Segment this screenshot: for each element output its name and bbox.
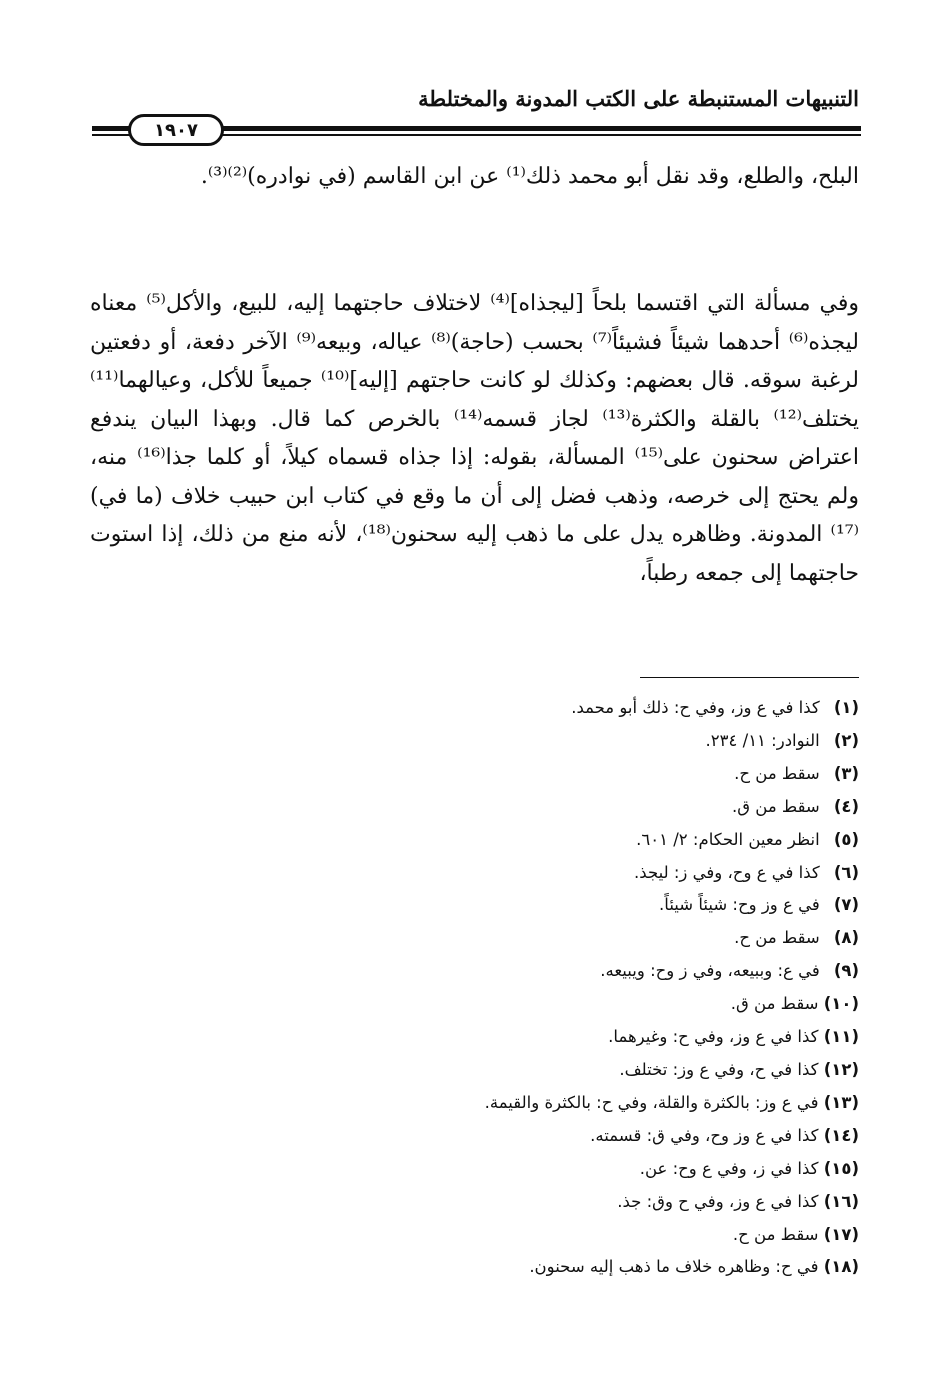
footnote-number: (٥) [833, 829, 859, 849]
footnote [99, 857, 859, 890]
footnote-number: (١٢) [823, 1059, 859, 1079]
footnote-number: (٣) [833, 763, 859, 783]
footnote [99, 725, 859, 758]
footnotes-list [99, 692, 859, 1284]
footnote [99, 1153, 859, 1186]
footnote [99, 1219, 859, 1252]
footnote-text: سقط من ح. [734, 763, 820, 783]
body-paragraph-1: البلح، والطلع، وقد نقل أبو محمد ذلك⁽¹⁾ عن ابن القاسم (في نوادره)⁽²⁾⁽³⁾. [200, 164, 859, 189]
footnote-text: انظر معين الحكام: ٢/ ٦٠١. [636, 829, 820, 849]
footnote-number: (١٤) [823, 1125, 859, 1145]
footnote [99, 692, 859, 725]
footnote-number: (١٨) [823, 1257, 859, 1277]
footnote-number: (١٦) [823, 1191, 859, 1211]
footnote-text: سقط من ح. [734, 928, 820, 948]
footnote [99, 791, 859, 824]
footnote-number: (١٥) [823, 1158, 859, 1178]
page-number-badge [128, 114, 224, 146]
footnote-text: في ع وز وح: شيئاً شيئاً. [659, 895, 820, 915]
footnote-text: كذا في ع وح، وفي ز: ليجذ. [634, 862, 820, 882]
footnote-number: (٦) [833, 862, 859, 882]
footnote-text: كذا في ع وز، وفي ح: وغيرهما. [608, 1027, 819, 1047]
footnote [99, 955, 859, 988]
footnote-text: سقط من ق. [730, 994, 819, 1014]
footnote-text: سقط من ح. [732, 1224, 819, 1244]
footnote [99, 1120, 859, 1153]
footnote-text: كذا في ع وز، وفي ح وق: جذ. [617, 1191, 819, 1211]
footnote [99, 1021, 859, 1054]
footnote [99, 824, 859, 857]
footnote-number: (٤) [833, 796, 859, 816]
footnote-text: كذا في ع وز وح، وفي ق: قسمته. [590, 1125, 819, 1145]
page-number: ١٩٠٧ [154, 119, 198, 141]
footnote [99, 1054, 859, 1087]
footnote-text: كذا في ز، وفي ع وح: عن. [639, 1158, 819, 1178]
footnote [99, 889, 859, 922]
footnote-text: النوادر: ١١/ ٢٣٤. [705, 730, 820, 750]
footnote-number: (١٧) [823, 1224, 859, 1244]
footnote-text: سقط من ق. [731, 796, 820, 816]
running-title: التنبيهات المستنبطة على الكتب المدونة والمختلطة [418, 86, 859, 111]
footnote [99, 1251, 859, 1284]
footnote [99, 988, 859, 1021]
footnote-separator [640, 677, 859, 678]
footnote-number: (٧) [833, 895, 859, 915]
footnote-text: في ع وز: بالكثرة والقلة، وفي ح: بالكثرة والقيمة. [484, 1092, 819, 1112]
footnote-number: (١١) [823, 1027, 859, 1047]
footnote-number: (١) [833, 698, 859, 717]
body-paragraph-2: وفي مسألة التي اقتسما بلحاً [ليجذاه]⁽⁴⁾ لاختلاف حاجتهما إليه، للبيع، والأكل⁽⁵⁾ معناه ليجذه⁽⁶⁾ أحدهما شيئاً فشيئاً⁽⁷⁾ بحسب (حاجة)⁽⁸⁾ عياله، وبيعه⁽⁹⁾ الآخر دفعة، أو دفعتين لرغبة سوقه. قال بعضهم: وكذلك لو كانت حاجتهم [إليه]⁽¹⁰⁾ جميعاً للأكل، وعيالهما⁽¹¹⁾ يختلف⁽¹²⁾ بالقلة والكثرة⁽¹³⁾ لجاز قسمه⁽¹⁴⁾ بالخرص كما قال. وبهذا البيان يندفع اعتراض سحنون على⁽¹⁵⁾ المسألة، بقوله: إذا جذاه قسماه كيلاً، أو كلما جذا⁽¹⁶⁾ منه، ولم يحتج إلى خرصه، وذهب فضل إلى أن ما وقع في كتاب ابن حبيب خلاف (ما في)⁽¹⁷⁾ المدونة. وظاهره يدل على ما ذهب إليه سحنون⁽¹⁸⁾، لأنه منع من ذلك، إذا استوت حاجتهما إلى جمعه رطباً، [90, 291, 860, 586]
footnote-number: (٨) [833, 928, 859, 948]
footnote-number: (١٠) [823, 994, 859, 1014]
footnote [99, 1186, 859, 1219]
footnote-number: (١٣) [823, 1092, 859, 1112]
footnote-text: في ع: وببيعه، وفي ز وح: ويبيعه. [600, 961, 820, 981]
footnote [99, 922, 859, 955]
footnote [99, 758, 859, 791]
footnote-text: كذا في ح، وفي ع وز: تختلف. [619, 1059, 819, 1079]
footnote-number: (٩) [833, 961, 859, 981]
footnote [99, 1087, 859, 1120]
footnote-number: (٢) [833, 730, 859, 750]
footnote-text: كذا في ع وز، وفي ح: ذلك أبو محمد. [571, 698, 820, 717]
footnote-text: في ح: وظاهره خلاف ما ذهب إليه سحنون. [529, 1257, 819, 1277]
